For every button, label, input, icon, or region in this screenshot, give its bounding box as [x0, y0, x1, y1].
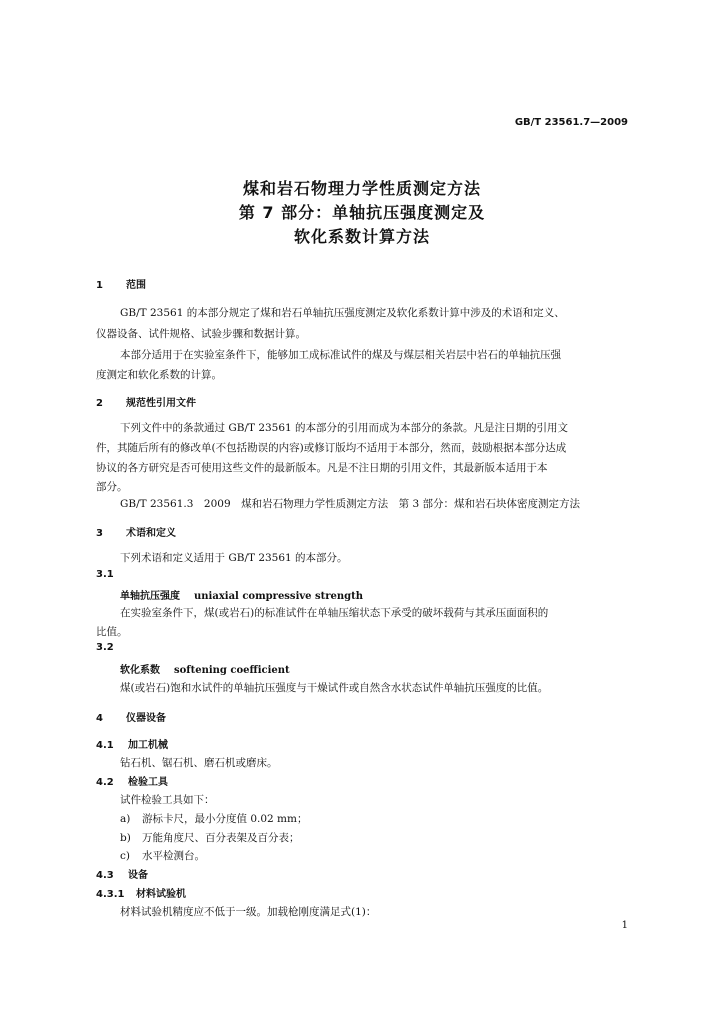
paragraph-line: 试件检验工具如下：	[120, 794, 215, 806]
paragraph-line: 度测定和软化系数的计算。	[96, 369, 222, 381]
list-item-label: a)	[120, 813, 131, 825]
section-3-heading	[96, 524, 176, 539]
paragraph-line: 下列术语和定义适用于 GB/T 23561 的本部分。	[120, 552, 348, 564]
section-title: 范围	[126, 280, 146, 291]
clause-number: 3.2	[96, 642, 114, 653]
paragraph-line: 件，其随后所有的修改单(不包括勘误的内容)或修订版均不适用于本部分，然而，鼓励根据本部分达成	[96, 442, 567, 454]
list-item	[120, 848, 205, 863]
section-title: 术语和定义	[126, 528, 176, 539]
list-item-text: 万能角度尺、百分表架及百分表；	[142, 832, 300, 844]
paragraph-line: 比值。	[96, 626, 128, 638]
clause-number: 4.2	[96, 777, 114, 788]
standard-code: GB/T 23561.7—2009	[514, 117, 628, 128]
term-3-2	[120, 661, 290, 676]
clause-title: 设备	[128, 870, 148, 881]
list-item-label: b)	[120, 832, 131, 844]
section-number: 1	[96, 280, 103, 291]
term-english: softening coefficient	[174, 665, 290, 676]
paragraph-line: 下列文件中的条款通过 GB/T 23561 的本部分的引用而成为本部分的条款。凡是注日期的引用文	[120, 422, 569, 434]
clause-title: 加工机械	[128, 740, 168, 751]
section-4-heading	[96, 709, 166, 724]
section-1-heading	[96, 276, 146, 291]
clause-number: 3.1	[96, 569, 114, 580]
paragraph-line: 部分。	[96, 481, 128, 493]
list-item-text: 水平检测台。	[142, 850, 205, 862]
term-3-1	[120, 587, 363, 602]
section-number: 4	[96, 713, 103, 724]
paragraph-line: 仪器设备、试件规格、试验步骤和数据计算。	[96, 328, 306, 340]
clause-number: 4.3.1	[96, 889, 125, 900]
paragraph-line: 本部分适用于在实验室条件下，能够加工成标准试件的煤及与煤层相关岩层中岩石的单轴抗压强	[120, 349, 561, 361]
clause-number: 4.1	[96, 740, 114, 751]
clause-title: 材料试验机	[136, 889, 186, 900]
list-item	[120, 830, 300, 845]
clause-title: 检验工具	[128, 777, 168, 788]
term-chinese: 软化系数	[120, 665, 160, 676]
section-number: 2	[96, 398, 103, 409]
clause-4-2-heading	[96, 773, 168, 788]
clause-4-3-heading	[96, 866, 148, 881]
title-line-3: 软化系数计算方法	[293, 227, 430, 246]
clause-number: 4.3	[96, 870, 114, 881]
title-line-1: 煤和岩石物理力学性质测定方法	[242, 179, 481, 198]
page-number: 1	[621, 920, 628, 931]
list-item	[120, 811, 307, 826]
list-item-text: 游标卡尺，最小分度值 0.02 mm；	[142, 813, 308, 825]
title-line-2: 第 7 部分：单轴抗压强度测定及	[238, 203, 486, 222]
clause-4-1-heading	[96, 736, 168, 751]
normative-reference: GB/T 23561.3 2009 煤和岩石物理力学性质测定方法 第 3 部分：煤和岩石块体密度测定方法	[120, 498, 580, 510]
section-number: 3	[96, 528, 103, 539]
paragraph-line: 钻石机、锯石机、磨石机或磨床。	[120, 757, 278, 769]
clause-4-3-1-heading	[96, 885, 186, 900]
section-title: 规范性引用文件	[126, 398, 196, 409]
list-item-label: c)	[120, 850, 130, 862]
section-title: 仪器设备	[126, 713, 166, 724]
term-english: uniaxial compressive strength	[194, 591, 364, 602]
paragraph-line: 材料试验机精度应不低于一级。加载枪刚度满足式(1)：	[120, 906, 377, 918]
paragraph-line: 煤(或岩石)饱和水试件的单轴抗压强度与干燥试件或自然含水状态试件单轴抗压强度的比值。	[120, 682, 549, 694]
term-chinese: 单轴抗压强度	[120, 591, 180, 602]
paragraph-line: GB/T 23561 的本部分规定了煤和岩石单轴抗压强度测定及软化系数计算中涉及的术语和定义、	[120, 307, 565, 319]
paragraph-line: 在实验室条件下，煤(或岩石)的标准试件在单轴压缩状态下承受的破坏载荷与其承压面面积的	[120, 607, 549, 619]
paragraph-line: 协议的各方研究是否可使用这些文件的最新版本。凡是不注日期的引用文件，其最新版本适用于本	[96, 462, 548, 474]
section-2-heading	[96, 394, 196, 409]
